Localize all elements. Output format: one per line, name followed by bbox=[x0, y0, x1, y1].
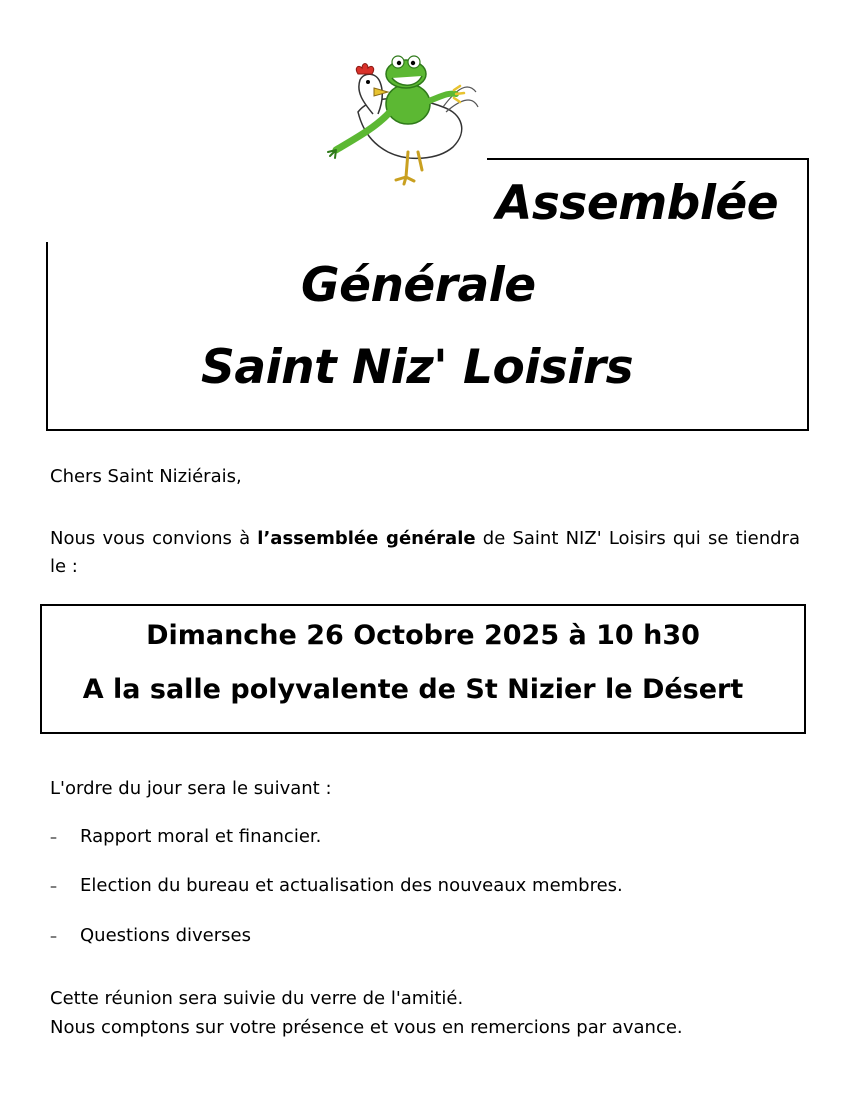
event-box bbox=[40, 604, 806, 734]
title-line-generale: Générale bbox=[301, 258, 536, 313]
event-place: A la salle polyvalente de St Nizier le Désert bbox=[82, 674, 744, 705]
agenda-item bbox=[50, 927, 251, 945]
closing-line-1: Cette réunion sera suivie du verre de l'amitié. bbox=[50, 988, 464, 1009]
title-line-assemblee: Assemblée bbox=[496, 176, 779, 231]
invitation-paragraph bbox=[50, 525, 800, 581]
dash-bullet-icon: – bbox=[50, 879, 57, 895]
event-date: Dimanche 26 Octobre 2025 à 10 h30 bbox=[146, 620, 700, 651]
title-frame-right bbox=[807, 158, 809, 431]
invitation-emphasis: l’assemblée générale bbox=[257, 528, 476, 549]
invitation-after: de Saint NIZ' Loisirs qui se tiendra le : bbox=[50, 528, 800, 577]
agenda-item-text: Rapport moral et financier. bbox=[80, 826, 322, 847]
dash-bullet-icon: – bbox=[50, 830, 57, 846]
agenda-item-text: Questions diverses bbox=[80, 925, 251, 946]
greeting: Chers Saint Niziérais, bbox=[50, 466, 242, 487]
title-frame-bottom bbox=[46, 429, 809, 431]
dash-bullet-icon: – bbox=[50, 929, 57, 945]
agenda-item bbox=[50, 828, 321, 846]
title-line-association: Saint Niz' Loisirs bbox=[201, 340, 634, 395]
agenda-item bbox=[50, 877, 623, 895]
invitation-before: Nous vous convions à bbox=[50, 528, 258, 549]
frog-riding-chicken-icon bbox=[318, 52, 480, 186]
closing-line-2: Nous comptons sur votre présence et vous en remercions par avance. bbox=[50, 1017, 683, 1038]
agenda-item-text: Election du bureau et actualisation des nouveaux membres. bbox=[80, 875, 623, 896]
agenda-intro: L'ordre du jour sera le suivant : bbox=[50, 778, 332, 799]
title-frame-top bbox=[487, 158, 809, 160]
title-frame-left bbox=[46, 242, 48, 431]
